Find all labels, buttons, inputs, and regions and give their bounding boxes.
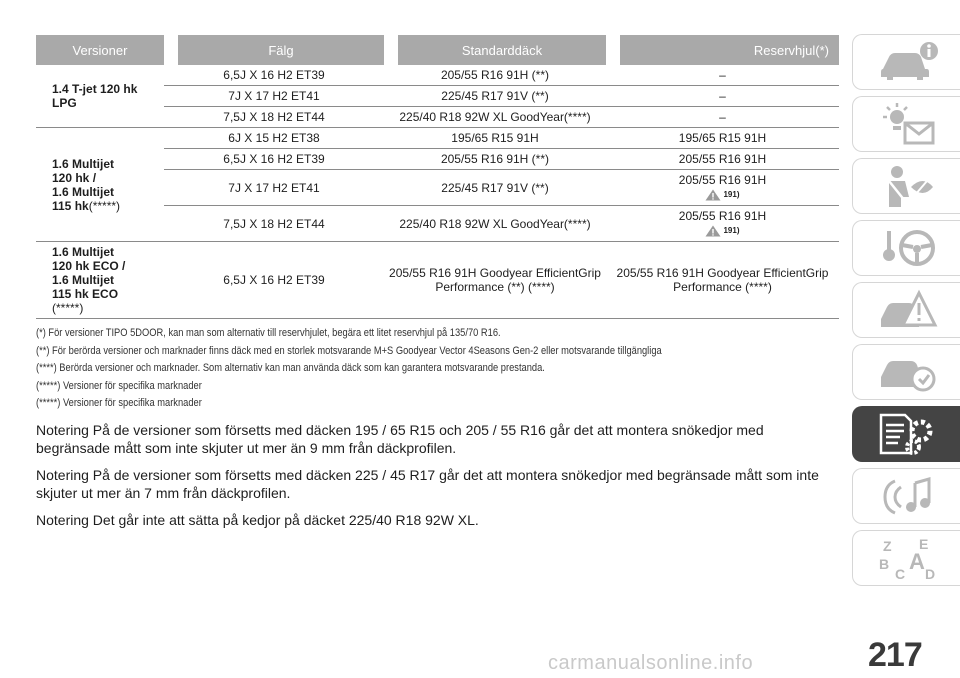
version-cell	[36, 65, 164, 128]
svg-text:B: B	[878, 556, 889, 572]
version-line: 1.4 T-jet 120 hk	[52, 82, 138, 96]
spare-wheel-cell: 195/65 R15 91H	[606, 128, 839, 149]
svg-text:C: C	[894, 566, 905, 581]
alphabetical-index-icon	[875, 535, 939, 581]
rim-cell: 6,5J X 16 H2 ET39	[164, 149, 384, 170]
standard-tyre-cell: 205/55 R16 91H (**)	[384, 65, 606, 86]
warning-reference	[610, 224, 835, 238]
note-paragraph-snowchains-9mm: Notering På de versioner som försetts med däcken 195 / 65 R15 och 205 / 55 R16 går det att montera snökedjor med begränsade mått som inte skjuter ut mer än 9 mm från däckprofilen.	[36, 421, 764, 457]
technical-data-icon	[875, 411, 939, 457]
version-cell	[36, 128, 164, 242]
table-header-row	[36, 35, 839, 65]
version-line: 115 hk	[52, 198, 89, 213]
tab-maintenance[interactable]	[852, 344, 960, 400]
spare-wheel-cell: –	[606, 107, 839, 128]
version-line: 1.6 Multijet	[52, 184, 115, 199]
page-content	[36, 35, 839, 529]
footnote: (****) Berörda versioner och marknader. Som alternativ kan man använda däck som kan garantera motsvarande prestanda.	[36, 362, 545, 375]
table-row	[36, 65, 839, 86]
svg-text:D: D	[924, 566, 935, 581]
table-body	[36, 65, 839, 319]
version-line: LPG	[52, 96, 77, 110]
table-row	[36, 128, 839, 149]
table-row	[36, 242, 839, 319]
car-info-icon	[875, 39, 939, 85]
warning-reference-number: 191)	[723, 190, 740, 199]
rim-cell: 7,5J X 18 H2 ET44	[164, 107, 384, 128]
footnote: (*****) Versioner för specifika marknader	[36, 379, 202, 392]
rim-cell: 6,5J X 16 H2 ET39	[164, 242, 384, 319]
standard-tyre-cell: 225/40 R18 92W XL GoodYear(****)	[384, 206, 606, 242]
spare-wheel-cell: 205/55 R16 91H 191)	[606, 170, 839, 206]
version-line: 1.6 Multijet	[52, 156, 115, 171]
version-line: 1.6 Multijet	[52, 245, 115, 260]
seatbelt-airbag-icon	[875, 163, 939, 209]
warning-reference-number: 191)	[723, 226, 740, 236]
rim-cell: 6,5J X 16 H2 ET39	[164, 65, 384, 86]
version-line: 120 hk /	[52, 170, 97, 185]
header-falg: Fälg	[164, 35, 384, 65]
rim-cell: 6J X 15 H2 ET38	[164, 128, 384, 149]
standard-tyre-cell: 205/55 R16 91H Goodyear EfficientGrip Performance (**) (****)	[384, 242, 606, 319]
standard-tyre-cell: 205/55 R16 91H (**)	[384, 149, 606, 170]
version-footnote-ref: (*****)	[88, 198, 121, 213]
tab-car-info[interactable]	[852, 34, 960, 90]
version-line: 120 hk ECO /	[52, 259, 126, 274]
spare-wheel-cell: 205/55 R16 91H Goodyear EfficientGrip Performance (****)	[606, 242, 839, 319]
header-reservhjul: Reservhjul(*)	[606, 35, 839, 65]
warning-triangle-icon	[705, 225, 721, 237]
tab-index[interactable]	[852, 530, 960, 586]
road-emergency-icon	[875, 287, 939, 333]
svg-text:E: E	[918, 536, 928, 552]
note-paragraph-snowchains-7mm: Notering På de versioner som försetts med däcken 225 / 45 R17 går det att montera snökedjor med begränsade mått som inte skjuter ut mer än 7 mm från däckprofilen.	[36, 466, 819, 502]
standard-tyre-cell: 225/45 R17 91V (**)	[384, 170, 606, 206]
tab-technical-data[interactable]	[852, 406, 960, 462]
version-line: 115 hk ECO	[52, 287, 119, 302]
warning-lights-icon	[875, 101, 939, 147]
tab-safety[interactable]	[852, 158, 960, 214]
standard-tyre-cell: 195/65 R15 91H	[384, 128, 606, 149]
version-footnote-ref: (*****)	[52, 301, 84, 316]
header-versioner: Versioner	[36, 35, 164, 65]
footnote: (*****) Versioner för specifika marknader	[36, 397, 202, 410]
tab-multimedia[interactable]	[852, 468, 960, 524]
footnotes	[36, 325, 839, 413]
chapter-sidebar	[852, 34, 960, 592]
car-maintenance-icon	[875, 349, 939, 395]
standard-tyre-cell: 225/45 R17 91V (**)	[384, 86, 606, 107]
tab-starting-driving[interactable]	[852, 220, 960, 276]
svg-text:A: A	[908, 549, 925, 574]
multimedia-icon	[875, 473, 939, 519]
header-standarddack: Standarddäck	[384, 35, 606, 65]
tab-warning-lights[interactable]	[852, 96, 960, 152]
spare-wheel-cell: 205/55 R16 91H 191)	[606, 206, 839, 242]
footnote: (**) För berörda versioner och marknader finns däck med en storlek motsvarande M+S Goodyear Vector 4Seasons Gen-2 eller motsvarande tillgängliga	[36, 344, 662, 357]
warning-reference	[610, 188, 835, 202]
tab-emergency[interactable]	[852, 282, 960, 338]
version-cell	[36, 242, 164, 319]
spare-wheel-cell: –	[606, 86, 839, 107]
tyre-table	[36, 35, 839, 319]
rim-cell: 7,5J X 18 H2 ET44	[164, 206, 384, 242]
svg-text:Z: Z	[882, 538, 892, 554]
rim-cell: 7J X 17 H2 ET41	[164, 170, 384, 206]
warning-triangle-icon	[705, 189, 721, 201]
spare-wheel-cell: –	[606, 65, 839, 86]
version-line: 1.6 Multijet	[52, 273, 115, 288]
standard-tyre-cell: 225/40 R18 92W XL GoodYear(****)	[384, 107, 606, 128]
key-steering-icon	[875, 225, 939, 271]
spare-wheel-cell: 205/55 R16 91H	[606, 149, 839, 170]
page-number: 217	[868, 636, 922, 674]
watermark: carmanualsonline.info	[548, 652, 754, 674]
note-paragraph-no-chains: Notering Det går inte att sätta på kedjor på däcket 225/40 R18 92W XL.	[36, 511, 479, 528]
footnote: (*) För versioner TIPO 5DOOR, kan man som alternativ till reservhjulet, begära ett litet reservhjul på 135/70 R16.	[36, 327, 501, 340]
rim-cell: 7J X 17 H2 ET41	[164, 86, 384, 107]
